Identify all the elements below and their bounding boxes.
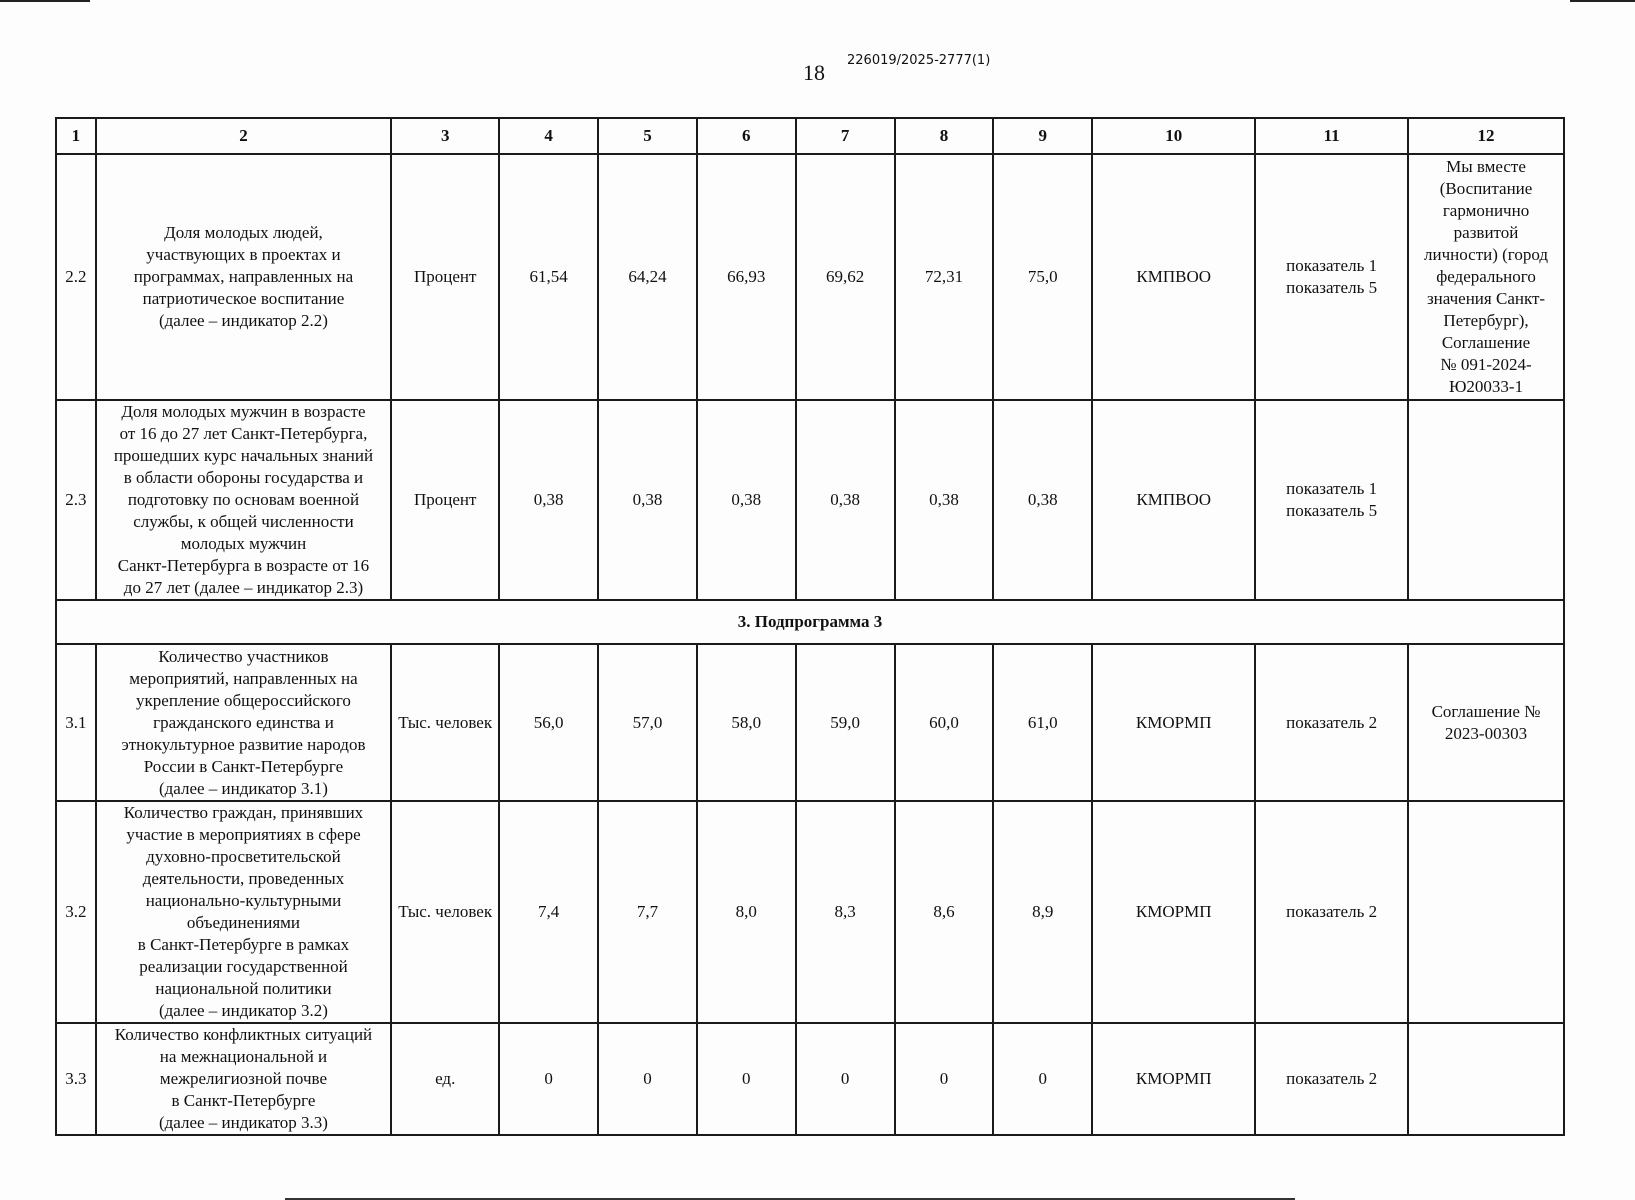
indicator-value: 8,9 [993, 801, 1092, 1023]
indicator-name: Доля молодых мужчин в возрасте от 16 до 27 лет Санкт-Петербурга, прошедших курс начальных знаний в области обороны государства и подготовку по основам военной службы, к общей численности молодых мужчин Санкт-Петербурга в возрасте от 16 до 27 лет (далее – индикатор 2.3) [96, 400, 391, 600]
page-number: 18 [803, 60, 825, 85]
column-header: 9 [993, 118, 1092, 154]
indicator-name: Количество участников мероприятий, направленных на укрепление общероссийского гражданского единства и этнокультурное развитие народов России в Санкт-Петербурге (далее – индикатор 3.1) [96, 644, 391, 801]
section-title: 3. Подпрограмма 3 [56, 600, 1564, 644]
indicator-link: показатель 1 показатель 5 [1255, 400, 1408, 600]
indicator-number: 2.3 [56, 400, 96, 600]
indicator-value: 0 [697, 1023, 796, 1135]
indicator-link: показатель 2 [1255, 1023, 1408, 1135]
scan-edge-line [1570, 0, 1635, 2]
indicator-number: 2.2 [56, 154, 96, 400]
indicator-note: Мы вместе (Воспитание гармонично развитой личности) (город федерального значения Санкт- Петербург), Соглашение № 091-2024- Ю20033-1 [1408, 154, 1564, 400]
indicator-unit: Процент [391, 400, 499, 600]
column-header: 10 [1092, 118, 1255, 154]
indicator-value: 72,31 [895, 154, 994, 400]
column-header: 8 [895, 118, 994, 154]
indicator-executor: КМПВОО [1092, 400, 1255, 600]
table-row [56, 154, 1564, 400]
document-id: 226019/2025-2777(1) [847, 53, 991, 68]
column-header: 6 [697, 118, 796, 154]
indicator-executor: КМОРМП [1092, 801, 1255, 1023]
indicator-value: 75,0 [993, 154, 1092, 400]
indicator-value: 69,62 [796, 154, 895, 400]
indicator-note [1408, 1023, 1564, 1135]
indicator-number: 3.3 [56, 1023, 96, 1135]
indicator-value: 59,0 [796, 644, 895, 801]
indicator-value: 61,0 [993, 644, 1092, 801]
indicator-value: 58,0 [697, 644, 796, 801]
table-header-row [56, 118, 1564, 154]
scan-edge-line [0, 0, 90, 2]
indicator-unit: Процент [391, 154, 499, 400]
indicator-note [1408, 400, 1564, 600]
indicator-value: 0,38 [499, 400, 598, 600]
indicator-unit: Тыс. человек [391, 801, 499, 1023]
indicator-unit: Тыс. человек [391, 644, 499, 801]
indicator-value: 0 [796, 1023, 895, 1135]
table-row [56, 801, 1564, 1023]
indicator-value: 8,3 [796, 801, 895, 1023]
indicator-number: 3.1 [56, 644, 96, 801]
table-row [56, 644, 1564, 801]
column-header: 3 [391, 118, 499, 154]
column-header: 12 [1408, 118, 1564, 154]
indicator-value: 0 [598, 1023, 697, 1135]
indicator-link: показатель 2 [1255, 801, 1408, 1023]
indicator-value: 60,0 [895, 644, 994, 801]
indicator-value: 0 [499, 1023, 598, 1135]
column-header: 1 [56, 118, 96, 154]
indicator-value: 0,38 [895, 400, 994, 600]
column-header: 2 [96, 118, 391, 154]
indicator-link: показатель 1 показатель 5 [1255, 154, 1408, 400]
table-row [56, 1023, 1564, 1135]
indicator-value: 66,93 [697, 154, 796, 400]
indicators-table [55, 117, 1565, 1136]
indicator-value: 7,4 [499, 801, 598, 1023]
indicator-number: 3.2 [56, 801, 96, 1023]
column-header: 7 [796, 118, 895, 154]
indicator-value: 0,38 [993, 400, 1092, 600]
indicator-name: Количество граждан, принявших участие в мероприятиях в сфере духовно-просветительской деятельности, проведенных национально-культурными объединениями в Санкт-Петербурге в рамках реализации государственной национальной политики (далее – индикатор 3.2) [96, 801, 391, 1023]
indicator-value: 0 [895, 1023, 994, 1135]
indicator-value: 8,6 [895, 801, 994, 1023]
column-header: 4 [499, 118, 598, 154]
indicator-value: 0,38 [697, 400, 796, 600]
indicator-note [1408, 801, 1564, 1023]
indicator-value: 64,24 [598, 154, 697, 400]
indicator-value: 61,54 [499, 154, 598, 400]
indicator-value: 56,0 [499, 644, 598, 801]
indicator-note: Соглашение № 2023-00303 [1408, 644, 1564, 801]
column-header: 11 [1255, 118, 1408, 154]
indicator-value: 0 [993, 1023, 1092, 1135]
indicator-link: показатель 2 [1255, 644, 1408, 801]
indicator-value: 57,0 [598, 644, 697, 801]
indicator-name: Доля молодых людей, участвующих в проектах и программах, направленных на патриотическое воспитание (далее – индикатор 2.2) [96, 154, 391, 400]
indicator-unit: ед. [391, 1023, 499, 1135]
indicator-value: 8,0 [697, 801, 796, 1023]
indicator-value: 0,38 [598, 400, 697, 600]
indicator-executor: КМОРМП [1092, 644, 1255, 801]
section-row [56, 600, 1564, 644]
indicator-executor: КМПВОО [1092, 154, 1255, 400]
indicator-value: 0,38 [796, 400, 895, 600]
column-header: 5 [598, 118, 697, 154]
table-row [56, 400, 1564, 600]
indicator-name: Количество конфликтных ситуаций на межнациональной и межрелигиозной почве в Санкт-Петербурге (далее – индикатор 3.3) [96, 1023, 391, 1135]
indicator-executor: КМОРМП [1092, 1023, 1255, 1135]
indicator-value: 7,7 [598, 801, 697, 1023]
